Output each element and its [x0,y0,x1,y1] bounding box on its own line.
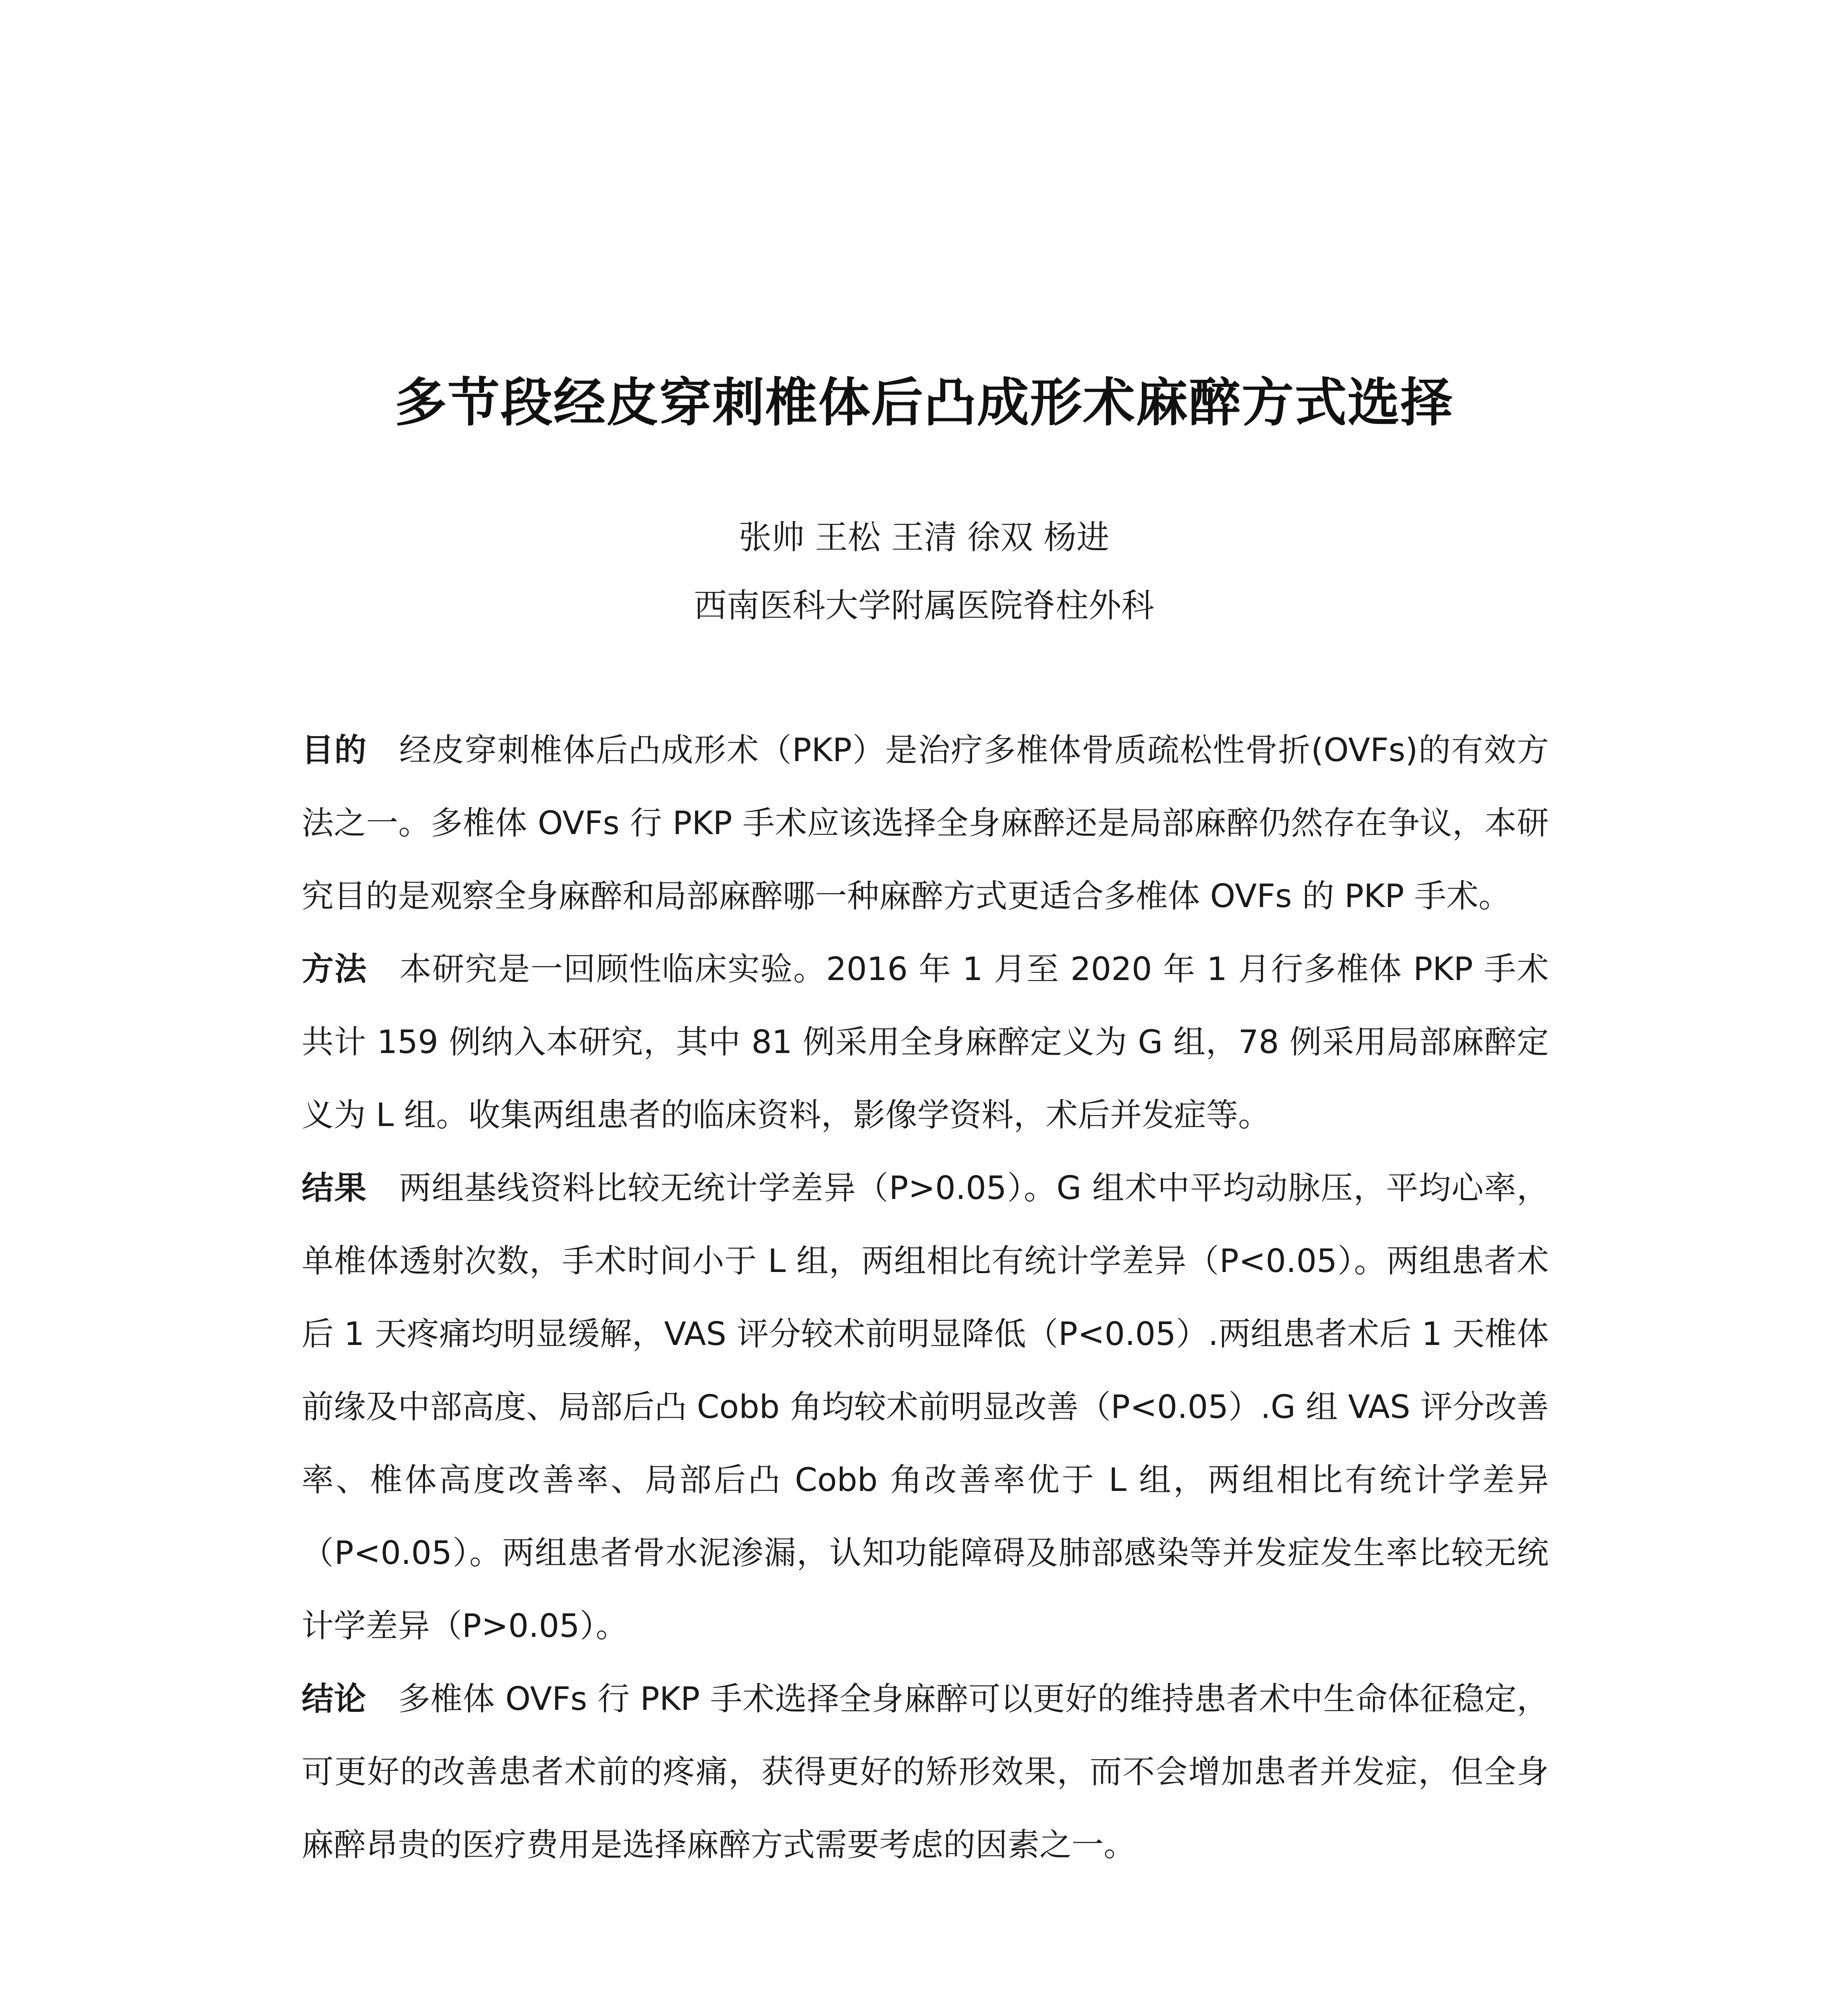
section-label-conclusion: 结论 [302,1680,366,1717]
section-label-methods: 方法 [302,950,367,988]
section-text-conclusion: 多椎体 OVFs 行 PKP 手术选择全身麻醉可以更好的维持患者术中生命体征稳定，可更好的改善患者术前的疼痛，获得更好的矫形效果，而不会增加患者并发症，但全身麻醉昂贵的医疗费用是选择麻醉方式需要考虑的因素之一。 [302,1680,1549,1863]
section-text-methods: 本研究是一回顾性临床实验。2016 年 1 月至 2020 年 1 月行多椎体 PKP 手术共计 159 例纳入本研究，其中 81 例采用全身麻醉定义为 G 组，78 例采用局部麻醉定义为 L 组。收集两组患者的临床资料，影像学资料，术后并发症等。 [302,950,1549,1134]
paper-title: 多节段经皮穿刺椎体后凸成形术麻醉方式选择 [394,372,1453,433]
section-text-results: 两组基线资料比较无统计学差异（P>0.05）。G 组术中平均动脉压，平均心率，单椎体透射次数，手术时间小于 L 组，两组相比有统计学差异（P<0.05）。两组患者术后 1 天疼痛均明显缓解，VAS 评分较术前明显降低（P<0.05）.两组患者术后 1 天椎体前缘及中部高度、局部后凸 Cobb 角均较术前明显改善（P<0.05）.G 组 VAS 评分改善率、椎体高度改善率、局部后凸 Cobb 角改善率优于 L 组，两组相比有统计学差异（P<0.05）。两组患者骨水泥渗漏，认知功能障碍及肺部感染等并发症发生率比较无统计学差异（P>0.05）。 [302,1169,1549,1645]
author-affiliation: 西南医科大学附属医院脊柱外科 [693,587,1154,625]
author-list: 张帅 王松 王清 徐双 杨进 [738,518,1110,557]
abstract-objective [302,714,1549,933]
abstract-results [302,1152,1549,1663]
abstract-conclusion [302,1663,1549,1881]
abstract [302,714,1549,1881]
section-label-results: 结果 [302,1169,367,1207]
abstract-methods [302,933,1549,1152]
section-text-objective: 经皮穿刺椎体后凸成形术（PKP）是治疗多椎体骨质疏松性骨折(OVFs)的有效方法之一。多椎体 OVFs 行 PKP 手术应该选择全身麻醉还是局部麻醉仍然存在争议，本研究目的是观察全身麻醉和局部麻醉哪一种麻醉方式更适合多椎体 OVFs 的 PKP 手术。 [302,731,1549,915]
section-label-objective: 目的 [302,731,367,769]
